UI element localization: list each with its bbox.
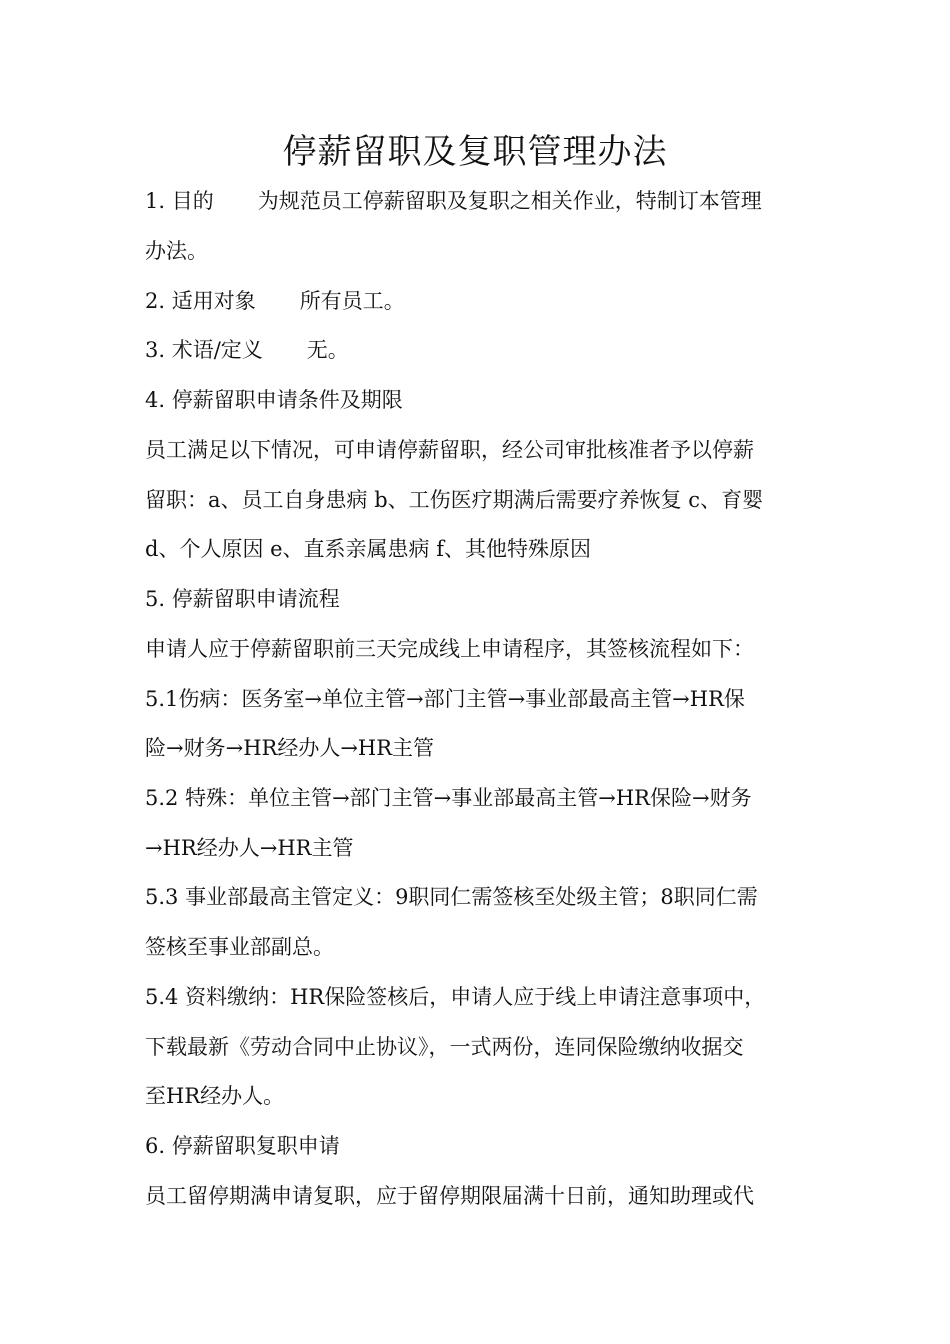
section-text: 所有员工。 (299, 289, 405, 313)
section-4-heading: 4. 停薪留职申请条件及期限 (145, 388, 403, 412)
section-1-purpose (145, 181, 825, 221)
section-3-definitions (145, 330, 825, 370)
section-2-scope (145, 281, 825, 321)
section-text: 为规范员工停薪留职及复职之相关作业，特制订本管理 (257, 189, 762, 213)
paragraph-line: d、个人原因 e、直系亲属患病 f、其他特殊原因 (145, 537, 591, 561)
section-6-heading: 6. 停薪留职复职申请 (145, 1134, 340, 1158)
paragraph-line: 5.3 事业部最高主管定义：9职同仁需签核至处级主管；8职同仁需 (145, 885, 758, 909)
paragraph-line: →HR经办人→HR主管 (145, 836, 354, 860)
paragraph-line: 签核至事业部副总。 (145, 935, 334, 959)
paragraph-line: 险→财务→HR经办人→HR主管 (145, 736, 435, 760)
section-heading: 2. 适用对象 (145, 289, 256, 313)
section-text: 无。 (306, 338, 349, 362)
section-heading: 3. 术语/定义 (145, 338, 263, 362)
paragraph-line: 员工满足以下情况，可申请停薪留职，经公司审批核准者予以停薪 (145, 438, 754, 462)
paragraph-line: 5.4 资料缴纳：HR保险签核后，申请人应于线上申请注意事项中， (145, 985, 766, 1009)
paragraph-line: 留职：a、员工自身患病 b、工伤医疗期满后需要疗养恢复 c、育婴 (145, 488, 764, 512)
section-5-heading: 5. 停薪留职申请流程 (145, 587, 340, 611)
section-heading: 1. 目的 (145, 189, 214, 213)
paragraph-line: 办法。 (145, 239, 208, 263)
document-title: 停薪留职及复职管理办法 (282, 132, 668, 172)
paragraph-line: 5.2 特殊：单位主管→部门主管→事业部最高主管→HR保险→财务 (145, 786, 752, 810)
paragraph-line: 5.1伤病：医务室→单位主管→部门主管→事业部最高主管→HR保 (145, 687, 745, 711)
paragraph-line: 员工留停期满申请复职，应于留停期限届满十日前，通知助理或代 (145, 1184, 754, 1208)
paragraph-line: 至HR经办人。 (145, 1084, 285, 1108)
paragraph-line: 申请人应于停薪留职前三天完成线上申请程序，其签核流程如下： (145, 637, 754, 661)
paragraph-line: 下载最新《劳动合同中止协议》，一式两份，连同保险缴纳收据交 (145, 1035, 744, 1059)
